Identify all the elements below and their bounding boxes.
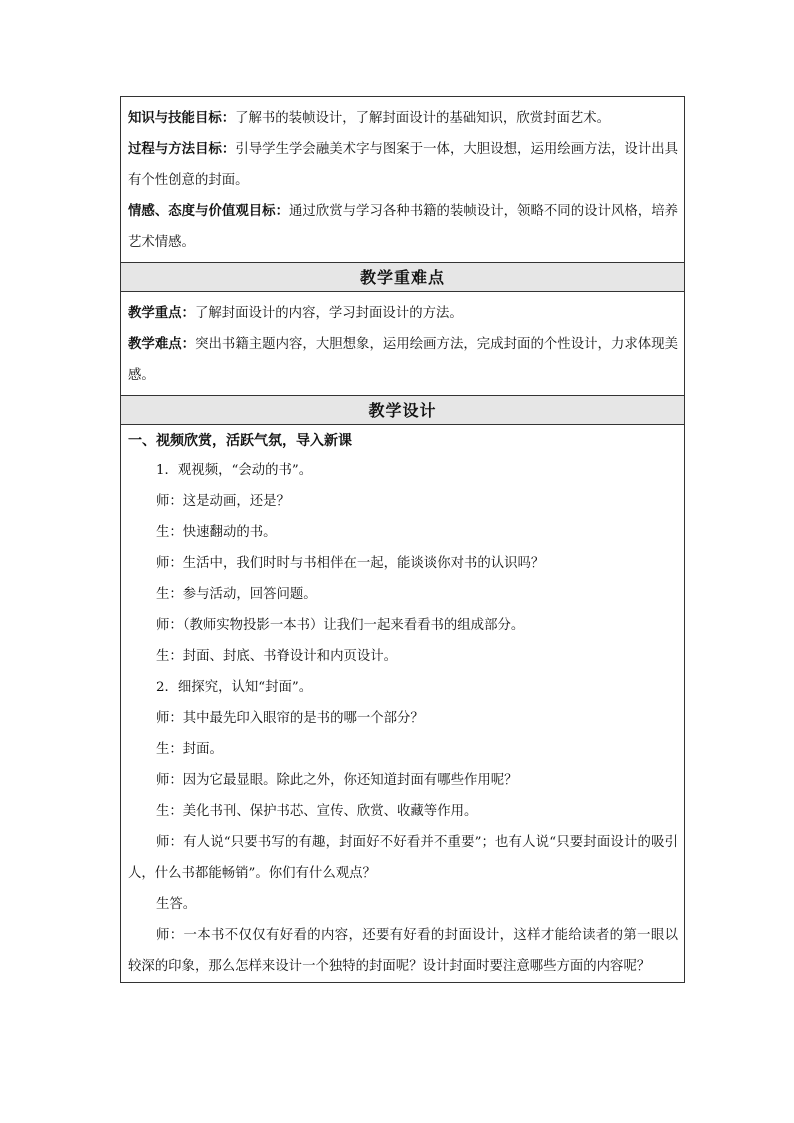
dialogue-line: 生：参与活动，回答问题。 (156, 587, 317, 602)
process-goal-text: 引导学生学会融美术字与图案于一体，大胆设想，运用绘画方法，设计出具有个性创意的封面。 (128, 142, 679, 188)
teaching-difficulty-text: 突出书籍主题内容，大胆想象，运用绘画方法，完成封面的个性设计，力求体现美感。 (128, 337, 678, 383)
dialogue-line: 师：因为它最显眼。除此之外，你还知道封面有哪些作用呢？ (156, 773, 518, 788)
dialogue-line: 师：生活中，我们时时与书相伴在一起，能谈谈你对书的认识吗？ (156, 556, 545, 571)
knowledge-goal-label: 知识与技能目标： (128, 110, 236, 126)
dialogue-line: 2．细探究，认知“封面”。 (156, 680, 313, 695)
dialogue-line: 师：（教师实物投影一本书）让我们一起来看看书的组成部分。 (156, 618, 525, 633)
closing-paragraph: 师：一本书不仅仅有好看的内容，还要有好看的封面设计，这样才能给读者的第一眼以较深的印象，那么怎样来设计一个独特的封面呢？设计封面时要注意哪些方面的内容呢？ (128, 928, 678, 974)
opinion-paragraph: 师：有人说“只要书写的有趣，封面好不好看并不重要”；也有人说“只要封面设计的吸引人，什么书都能畅销”。你们有什么观点？ (128, 835, 678, 881)
key-points-section (121, 292, 684, 396)
dialogue-line: 师：这是动画，还是？ (156, 494, 290, 509)
dialogue-line: 生：快速翻动的书。 (156, 525, 277, 540)
knowledge-goal (128, 103, 678, 134)
student-answer: 生答。 (156, 897, 197, 912)
knowledge-goal-text: 了解书的装帧设计，了解封面设计的基础知识，欣赏封面艺术。 (235, 111, 611, 126)
key-points-header: 教学重难点 (121, 263, 684, 292)
teaching-design-section (121, 425, 684, 982)
dialogue-line: 生：美化书刊、保护书芯、宣传、欣赏、收藏等作用。 (156, 804, 478, 819)
lesson-plan-table (120, 96, 685, 983)
emotion-goal (128, 196, 678, 258)
dialogue-line: 生：封面。 (156, 742, 223, 757)
process-goal (128, 134, 678, 196)
section-title: 一、视频欣赏，活跃气氛，导入新课 (128, 433, 352, 449)
emotion-goal-text: 通过欣赏与学习各种书籍的装帧设计，领略不同的设计风格，培养艺术情感。 (128, 204, 678, 250)
teaching-difficulty (128, 329, 678, 391)
process-goal-label: 过程与方法目标： (128, 141, 236, 157)
teaching-goals-section (121, 97, 684, 263)
teaching-focus-text: 了解封面设计的内容，学习封面设计的方法。 (194, 306, 463, 321)
emotion-goal-label: 情感、态度与价值观目标： (128, 203, 289, 219)
teaching-focus-label: 教学重点： (128, 305, 195, 321)
dialogue-line: 师：其中最先印入眼帘的是书的哪一个部分？ (156, 711, 424, 726)
teaching-design-header: 教学设计 (121, 396, 684, 425)
dialogue-line: 1．观视频，“会动的书”。 (156, 463, 313, 478)
dialogue-line: 生：封面、封底、书脊设计和内页设计。 (156, 649, 398, 664)
teaching-focus (128, 298, 678, 329)
teaching-difficulty-label: 教学难点： (128, 336, 196, 352)
